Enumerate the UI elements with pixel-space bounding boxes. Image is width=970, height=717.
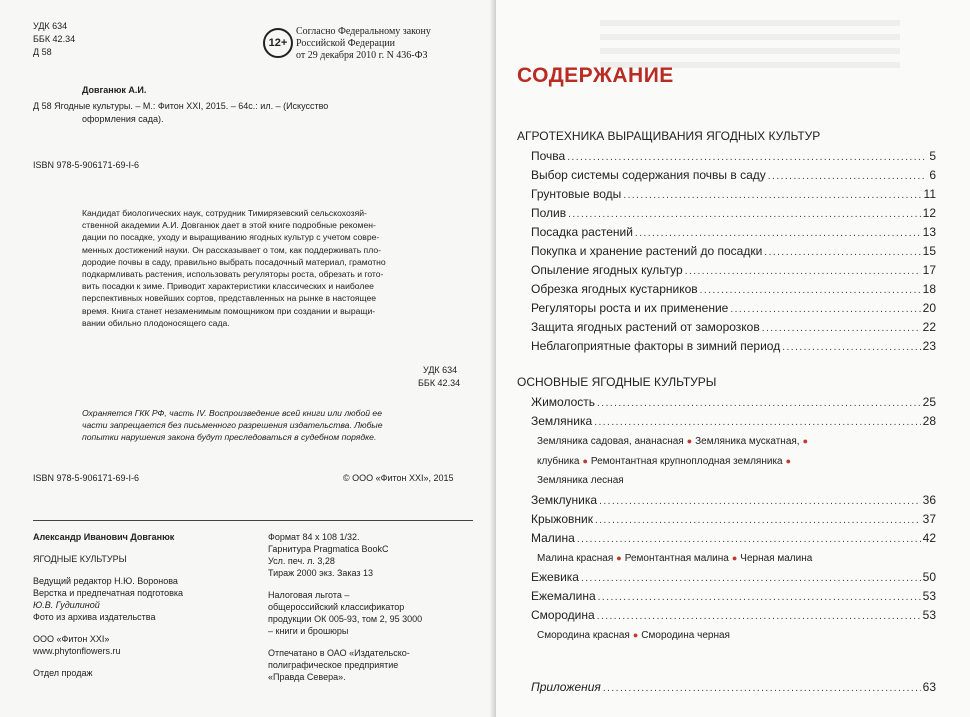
toc-entry-page: 6 [929, 168, 936, 182]
isbn-repeat: ISBN 978-5-906171-69-I-6 [33, 473, 140, 483]
toc-subtopics [537, 451, 867, 472]
age-rating-badge: 12+ [263, 28, 293, 58]
bullet-icon: ● [582, 456, 588, 466]
toc-entry-label: Защита ягодных растений от заморозков [531, 320, 760, 334]
toc-entry-page: 42 [922, 531, 936, 545]
toc-entry-label: Обрезка ягодных кустарников [531, 282, 698, 296]
author-heading: Довганюк А.И. [82, 85, 147, 95]
toc-dot-leader [700, 282, 921, 296]
toc-dot-leader [768, 168, 928, 182]
toc-dot-leader [594, 414, 920, 428]
toc-subtopic: Земляника садовая, ананасная [537, 436, 684, 447]
toc-entry [531, 608, 936, 625]
toc-dot-leader [685, 263, 921, 277]
toc-dot-leader [577, 531, 921, 545]
book-code: Д 58 [33, 47, 52, 57]
toc-entry [531, 395, 936, 412]
toc-entry-label: Посадка растений [531, 225, 633, 239]
toc-entry-label: Смородина [531, 608, 595, 622]
bullet-icon: ● [686, 436, 693, 446]
annotation-line: дации по посадке, уходу и выращиванию ягодных культур с учетом совре- [82, 232, 380, 243]
annotation-line: вить посадки к зиме. Приводит характеристики классических и наиболее [82, 281, 374, 292]
toc-dot-leader [597, 608, 921, 622]
toc-section-title: ОСНОВНЫЕ ЯГОДНЫЕ КУЛЬТУРЫ [517, 375, 717, 389]
toc-entry-page: 13 [922, 225, 936, 239]
toc-dot-leader [764, 244, 920, 258]
toc-subtopic: Малина красная [537, 553, 614, 564]
colophon-line: – книги и брошюры [268, 626, 349, 636]
toc-entry [531, 168, 936, 185]
annotation-line: дородие почвы в саду, правильно выбрать посадочный материал, грамотно [82, 256, 386, 267]
toc-entry [531, 531, 936, 548]
toc-dot-leader [595, 512, 921, 526]
toc-entry-page: 25 [922, 395, 936, 409]
toc-subtopic: Смородина красная [537, 630, 630, 641]
toc-entry [531, 320, 936, 337]
toc-entry-page: 28 [922, 414, 936, 428]
colophon-line: Налоговая льгота – [268, 590, 350, 600]
law-line: Российской Федерации [296, 38, 396, 49]
toc-dot-leader [635, 225, 921, 239]
toc-entry-label: Опыление ягодных культур [531, 263, 683, 277]
toc-entry-page: 36 [922, 493, 936, 507]
toc-entry-page: 12 [922, 206, 936, 220]
colophon-line: общероссийский классификатор [268, 602, 405, 612]
toc-entry [531, 263, 936, 280]
toc-entry [531, 206, 936, 223]
bullet-icon: ● [731, 553, 738, 563]
colophon-line: ЯГОДНЫЕ КУЛЬТУРЫ [33, 554, 127, 564]
annotation-line: время. Книга станет незаменимым помощником при создании и выращи- [82, 305, 376, 316]
copyright-notice [82, 407, 474, 444]
toc-entry-label: Малина [531, 531, 575, 545]
copyright: © ООО «Фитон XXI», 2015 [343, 473, 454, 483]
annotation-line: перспективных новейших сортов, представленных на рынке в настоящее [82, 293, 377, 304]
biblio-line: Д 58 Ягодные культуры. – М.: Фитон XXI, 2015. – 64с.: ил. – (Искусство [33, 101, 329, 111]
toc-dot-leader [581, 570, 921, 584]
bbk: ББК 42.34 [33, 34, 76, 44]
bullet-icon: ● [616, 553, 622, 563]
biblio-line: оформления сада). [82, 114, 164, 124]
toc-dot-leader [599, 493, 921, 507]
toc-entry-label: Неблагоприятные факторы в зимний период [531, 339, 781, 353]
toc-entry [531, 680, 936, 697]
isbn: ISBN 978-5-906171-69-I-6 [33, 160, 140, 170]
toc-entry [531, 149, 936, 166]
annotation [82, 207, 474, 329]
colophon-line: Отдел продаж [33, 668, 93, 678]
toc-entry-label: Грунтовые воды [531, 187, 622, 201]
toc-subtopic: Ремонтантная малина [624, 553, 729, 564]
toc-entry-page: 20 [922, 301, 936, 315]
toc-entry-label: Выбор системы содержания почвы в саду [531, 168, 766, 182]
divider [33, 520, 473, 521]
toc-entry-page: 50 [922, 570, 936, 584]
annotation-line: ственной академии А.И. Довганюк дает в этой книге подробные рекомен- [82, 220, 376, 231]
colophon-line: продукции ОК 005-93, том 2, 95 3000 [268, 614, 423, 624]
law-line: Согласно Федеральному закону [296, 26, 431, 37]
toc-subtopics [537, 625, 867, 646]
copyright-notice-line: попытки нарушения закона будут преследоваться в судебном порядке. [82, 432, 377, 443]
udk-repeat: УДК 634 [423, 365, 458, 375]
toc-entry-label: Покупка и хранение растений до посадки [531, 244, 763, 258]
colophon-right [268, 531, 478, 683]
toc-subtopic: Черная малина [740, 553, 813, 564]
toc-entry-page: 63 [922, 680, 936, 694]
toc-entry-page: 5 [929, 149, 936, 163]
colophon-line: Ведущий редактор Н.Ю. Воронова [33, 576, 178, 586]
colophon-line: Гарнитура Pragmatica BookC [268, 544, 389, 554]
toc-entry-page: 22 [922, 320, 936, 334]
colophon-line: Александр Иванович Довганюк [33, 532, 175, 542]
annotation-line: подкармливать растения, использовать регуляторы роста, обрезать и гото- [82, 269, 384, 280]
toc-entry [531, 493, 936, 510]
toc-entry-page: 17 [922, 263, 936, 277]
colophon-line: полиграфическое предприятие [268, 660, 399, 670]
toc-subtopic: Земляника лесная [537, 475, 624, 486]
show-through [600, 20, 900, 70]
toc-entry [531, 225, 936, 242]
colophon-line: Усл. печ. л. 3,28 [268, 556, 335, 566]
toc-entry [531, 282, 936, 299]
annotation-line: вании обильно плодоносящего сада. [82, 317, 230, 328]
toc-entry [531, 187, 936, 204]
toc-dot-leader [730, 301, 920, 315]
toc-dot-leader [598, 589, 921, 603]
toc-subtopic: Ремонтантная крупноплодная земляника [590, 456, 783, 467]
law-line: от 29 декабря 2010 г. N 436-ФЗ [296, 50, 428, 61]
toc-entry-page: 15 [922, 244, 936, 258]
toc-entry-page: 53 [922, 608, 936, 622]
toc-dot-leader [567, 149, 927, 163]
toc-entry [531, 244, 936, 261]
toc-entry [531, 589, 936, 606]
toc-dot-leader [603, 680, 921, 694]
toc-subtopic: клубника [537, 456, 580, 467]
colophon-left [33, 531, 253, 679]
colophon-line: Формат 84 х 108 1/32. [268, 532, 360, 542]
bullet-icon: ● [802, 436, 809, 446]
bullet-icon: ● [632, 630, 639, 640]
toc-entry-page: 23 [922, 339, 936, 353]
toc-entry-label: Регуляторы роста и их применение [531, 301, 729, 315]
colophon-line: www.phytonflowers.ru [33, 646, 121, 656]
colophon-line: Ю.В. Гудилиной [33, 600, 100, 610]
toc-subtopic: Земляника мускатная, [695, 436, 800, 447]
colophon-line: Тираж 2000 экз. Заказ 13 [268, 568, 374, 578]
bbk-repeat: ББК 42.34 [418, 378, 461, 388]
toc-entry-label: Жимолость [531, 395, 596, 409]
toc-subtopics [537, 548, 867, 569]
toc-dot-leader [597, 395, 921, 409]
colophon-line: Фото из архива издательства [33, 612, 156, 622]
bullet-icon: ● [785, 456, 792, 466]
toc-dot-leader [762, 320, 921, 334]
toc-entry-label: Приложения [531, 680, 601, 694]
toc-entry [531, 512, 936, 529]
copyright-notice-line: Охраняется ГКК РФ, часть IV. Воспроизведение всей книги или любой ее [82, 408, 382, 418]
annotation-line: Кандидат биологических наук, сотрудник Тимирязевский сельскохозяй- [82, 208, 367, 218]
toc-entry [531, 339, 936, 356]
toc-title: СОДЕРЖАНИЕ [517, 64, 674, 87]
colophon-line: «Правда Севера». [268, 672, 346, 682]
toc-section-title: АГРОТЕХНИКА ВЫРАЩИВАНИЯ ЯГОДНЫХ КУЛЬТУР [517, 129, 821, 143]
toc-subtopics [537, 431, 867, 452]
toc-entry-label: Почва [531, 149, 566, 163]
toc-entry-page: 18 [922, 282, 936, 296]
toc-entry-label: Полив [531, 206, 567, 220]
toc-dot-leader [568, 206, 921, 220]
toc-entry-label: Ежевика [531, 570, 579, 584]
toc-dot-leader [782, 339, 920, 353]
toc-subtopics [537, 471, 867, 491]
toc-entry-page: 53 [922, 589, 936, 603]
law-notice [296, 26, 431, 62]
colophon-line: ООО «Фитон XXI» [33, 634, 110, 644]
annotation-line: менных достижений науки. Он рассказывает о том, как поддерживать пло- [82, 244, 381, 255]
toc-subtopic: Смородина черная [641, 630, 730, 641]
toc-entry [531, 414, 936, 431]
toc-entry-page: 37 [922, 512, 936, 526]
toc-entry [531, 570, 936, 587]
colophon-line: Отпечатано в ОАО «Издательско- [268, 648, 410, 658]
toc-entry-label: Земляника [531, 414, 593, 428]
toc-dot-leader [623, 187, 921, 201]
copyright-notice-line: части запрещается без письменного разрешения издательства. Любые [82, 420, 383, 431]
colophon-line: Верстка и предпечатная подготовка [33, 588, 184, 598]
toc-entry-label: Земклуника [531, 493, 598, 507]
toc-entry-label: Крыжовник [531, 512, 593, 526]
toc-entry-label: Ежемалина [531, 589, 596, 603]
toc-entry [531, 301, 936, 318]
udk: УДК 634 [33, 21, 68, 31]
toc-entry-page: 11 [923, 187, 936, 201]
